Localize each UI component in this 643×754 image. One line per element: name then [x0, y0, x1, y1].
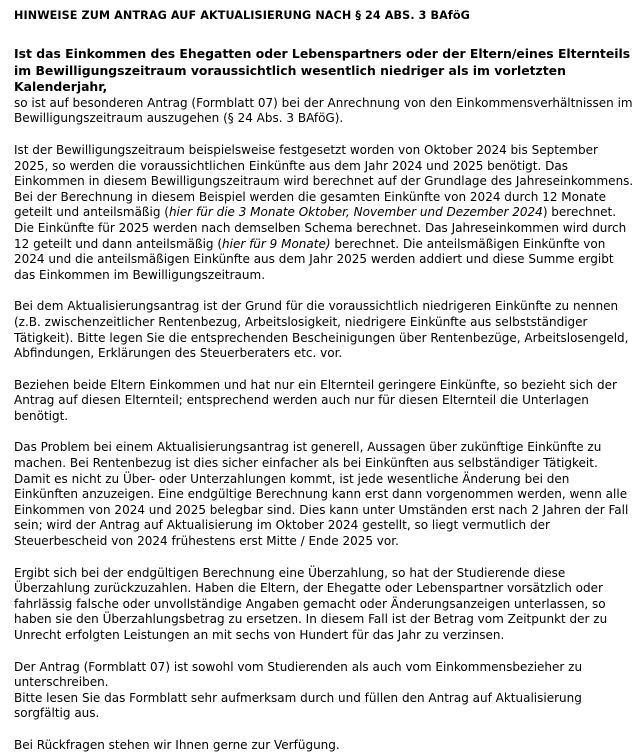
document-heading: HINWEISE ZUM ANTRAG AUF AKTUALISIERUNG NACH § 24 ABS. 3 BAföG [14, 9, 470, 22]
paragraph-parents: Beziehen beide Eltern Einkommen und hat nur ein Elternteil geringere Einkünfte, so bezieht sich der Antrag auf diesen Elternteil; entsprechend werden auch nur für diesen Elternteil die Unterlagen benötigt. [14, 377, 617, 423]
paragraph-questions: Bei Rückfragen stehen wir Ihnen gerne zur Verfügung. [14, 737, 340, 752]
p1-italic-d: hier für 9 Monate) [222, 236, 331, 251]
intro-paragraph [14, 46, 634, 127]
p1-text-c: ) berechnet. Die Einkünfte für 2025 werden nach demselben Schema berechnet. Das Jahreseinkommen wird durch 12 geteilt und dann anteilsmäßig ( [14, 205, 627, 251]
paragraph-problem: Das Problem bei einem Aktualisierungsantrag ist generell, Aussagen über zukünftige Einkünfte zu machen. Bei Rentenbezug ist dies sicher einfacher als bei Einkünften aus selbständiger Tätigkeit. Damit es nicht zu Über- oder Unterzahlungen kommt, ist jede wesentliche Änderung bei den Einkünften anzuzeigen. Eine endgültige Berechnung kann erst dann vorgenommen werden, wenn alle Einkommen von 2024 und 2025 belegbar sind. Dies kann unter Umständen erst nach 2 Jahren der Fall sein; wird der Antrag auf Aktualisierung im Oktober 2024 gestellt, so liegt vermutlich der Steuerbescheid von 2024 frühestens erst Mitte / Ende 2025 vor. [14, 440, 629, 549]
paragraph-signature: Der Antrag (Formblatt 07) ist sowohl vom Studierenden als auch vom Einkommensbezieher zu unterschreiben. [14, 659, 583, 690]
paragraph-read-carefully: Bitte lesen Sie das Formblatt sehr aufmerksam durch und füllen den Antrag auf Aktualisierung sorgfältig aus. [14, 690, 582, 721]
paragraph-overpayment: Ergibt sich bei der endgültigen Berechnung eine Überzahlung, so hat der Studierende diese Überzahlung zurückzuzahlen. Haben die Eltern, der Ehegatte oder Lebenspartner vorsätzlich oder fahrlässig falsche oder unvollständige Angaben gemacht oder Änderungsanzeigen unterlassen, so haben sie den Überzahlungsbetrag zu ersetzen. In diesem Fall ist der Betrag vom Zeitpunkt der zu Unrecht erfolgten Leistungen an mit sechs von Hundert für das Jahr zu verzinsen. [14, 565, 608, 642]
paragraph-reason: Bei dem Aktualisierungsantrag ist der Grund für die voraussichtlich niedrigeren Einkünfte zu nennen (z.B. zwischenzeitlicher Rentenbezug, Arbeitslosigkeit, niedrigere Einkünfte aus selbstständiger Tätigkeit). Bitte legen Sie die entsprechenden Bescheinigungen über Rentenbezüge, Arbeitslosengeld, Abfindungen, Erklärungen des Steuerberaters etc. vor. [14, 299, 629, 361]
intro-bold-text: Ist das Einkommen des Ehegatten oder Lebenspartners oder der Eltern/eines Elternteils im Bewilligungszeitraum voraussichtlich wesentlich niedriger als im vorletzten Kalenderjahr, [14, 46, 631, 95]
document-page [14, 8, 634, 754]
intro-normal-text: so ist auf besonderen Antrag (Formblatt 07) bei der Anrechnung von den Einkommensverhältnissen im Bewilligungszeitraum auszugehen (§ 24 Abs. 3 BAföG). [14, 95, 633, 126]
p1-text-e: berechnet. Die anteilsmäßigen Einkünfte von 2024 und die anteilsmäßigen Einkünfte aus dem Jahr 2025 werden addiert und diese Summe ergibt das Einkommen im Bewilligungszeitraum. [14, 236, 614, 282]
p1-text-a: Ist der Bewilligungszeitraum beispielsweise festgesetzt worden von Oktober 2024 bis September 2025, so werden die voraussichtlichen Einkünfte aus dem Jahr 2024 und 2025 benötigt. Das Einkommen in diesem Bewilligungszeitraum wird berechnet auf der Grundlage des Jahreseinkommens. Bei der Berechnung in diesem Beispiel werden die gesamten Einkünfte von 2024 durch 12 Monate geteilt und anteilsmäßig ( [14, 142, 634, 220]
paragraph-example-calculation [14, 143, 634, 283]
p1-italic-b: hier für die 3 Monate Oktober, November und Dezember 2024 [168, 205, 543, 220]
